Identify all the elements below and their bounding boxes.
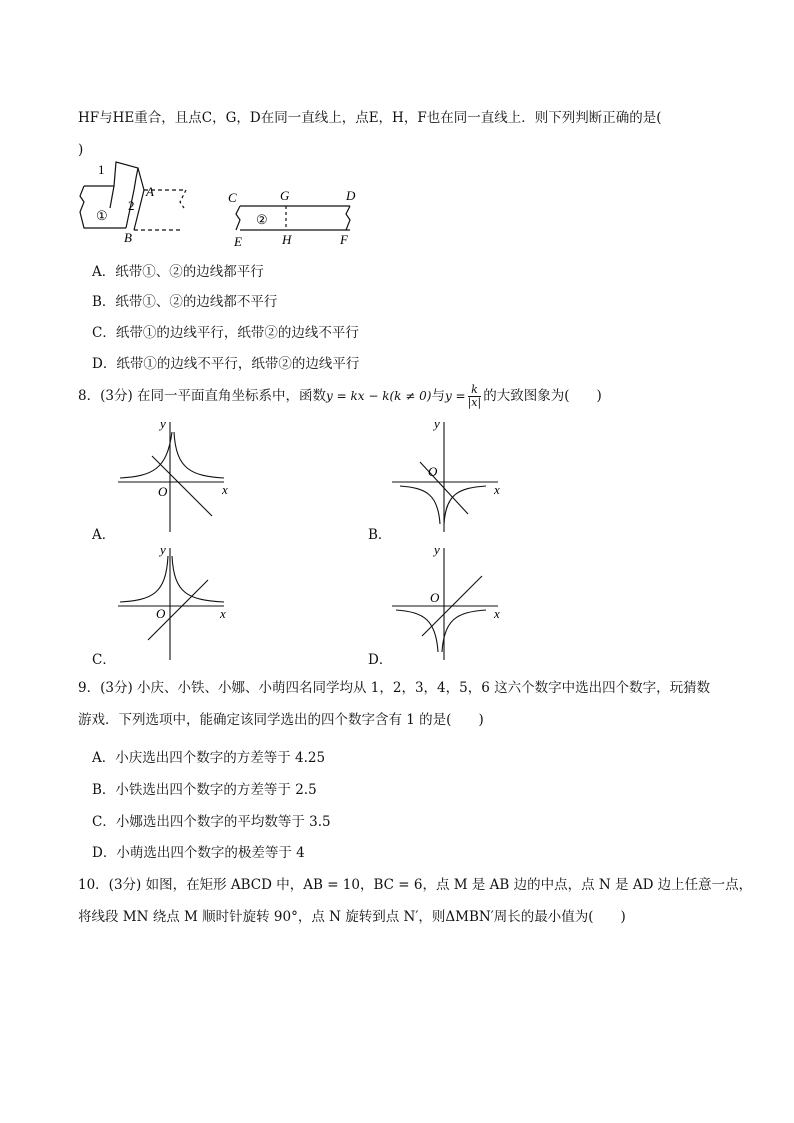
fig2-label-C: C [228,190,237,205]
fig2-label-F: F [340,232,348,247]
q8-graph-b [386,414,516,534]
q8-y-eq: y = [444,389,466,403]
q7-figure-tape-2 [226,186,366,250]
q9-stem-line2: 游戏．下列选项中，能确定该同学选出的四个数字含有 1 的是( ) [78,712,484,728]
q7-figure-tape-1 [74,158,204,246]
q8-function-1: y = kx − k(k ≠ 0) [326,389,432,403]
q8-choice-d[interactable]: D． [368,652,393,668]
fig1-label-2: 2 [128,198,135,213]
q10-stem-line1: 10．(3分) 如图，在矩形 ABCD 中，AB = 10，BC = 6，点 M 是 AB 边的中点，点 N 是 AD 边上任意一点， [78,877,753,893]
q9-option-a[interactable]: A．小庆选出四个数字的方差等于 4.25 [92,750,326,766]
q8-choice-c[interactable]: C． [92,652,116,668]
graph-d-origin: O [430,590,440,605]
fig1-label-A: A [146,184,154,199]
fig1-label-B: B [124,230,132,245]
q8-graph-c [112,540,242,662]
fig2-label-H: H [282,232,292,247]
q8-graph-d [386,540,516,662]
fig1-circled-1: ① [96,208,108,223]
fig2-label-G: G [280,188,290,203]
fig2-circled-2: ② [256,212,268,227]
graph-a-y: y [160,416,166,431]
q9-option-b[interactable]: B．小铁选出四个数字的方差等于 2.5 [92,782,317,798]
q8-stem-post: 的大致图象为( ) [483,388,602,404]
q8-choice-b[interactable]: B． [368,527,392,543]
q8-frac-den: |x| [467,396,482,409]
q8-stem-mid: 与 [431,388,445,404]
q8-stem-pre: 8．(3分) 在同一平面直角坐标系中，函数 [78,388,327,404]
q10-stem-line2: 将线段 MN 绕点 M 顺时针旋转 90°，点 N 旋转到点 N′，则ΔMBN′周长的最小值为( ) [78,909,626,925]
q8-stem [78,384,602,409]
graph-b-origin: O [428,464,438,479]
graph-a-x: x [222,482,228,497]
fig2-label-E: E [234,234,242,249]
q9-option-d[interactable]: D．小萌选出四个数字的极差等于 4 [92,845,305,861]
q8-choice-a[interactable]: A． [92,527,116,543]
q7-option-c[interactable]: C．纸带①的边线平行，纸带②的边线不平行 [92,325,359,341]
q7-option-b[interactable]: B．纸带①、②的边线都不平行 [92,294,278,310]
graph-d-y: y [434,542,440,557]
graph-a-origin: O [158,484,168,499]
q9-stem-line1: 9．(3分) 小庆、小铁、小娜、小萌四名同学均从 1，2，3，4，5，6 这六个数字中选出四个数字，玩猜数 [78,680,711,696]
q7-option-a[interactable]: A．纸带①、②的边线都平行 [92,264,264,280]
fig1-label-1: 1 [98,162,105,177]
graph-b-y: y [434,416,440,431]
graph-c-x: x [220,606,226,621]
q8-fraction [468,384,482,409]
q7-stem-continued: HF与HE重合，且点C，G，D在同一直线上，点E，H，F也在同一直线上．则下列判断正确的是( [78,110,662,126]
graph-b-x: x [494,482,500,497]
q9-option-c[interactable]: C．小娜选出四个数字的平均数等于 3.5 [92,814,331,830]
q8-graph-a [112,414,242,534]
graph-c-origin: O [156,606,166,621]
q7-option-d[interactable]: D．纸带①的边线不平行，纸带②的边线平行 [92,356,360,372]
q8-frac-num: k [468,384,482,397]
fig2-label-D: D [346,188,356,203]
graph-c-y: y [160,542,166,557]
graph-d-x: x [494,606,500,621]
q7-stem-close-paren: ) [78,142,84,158]
